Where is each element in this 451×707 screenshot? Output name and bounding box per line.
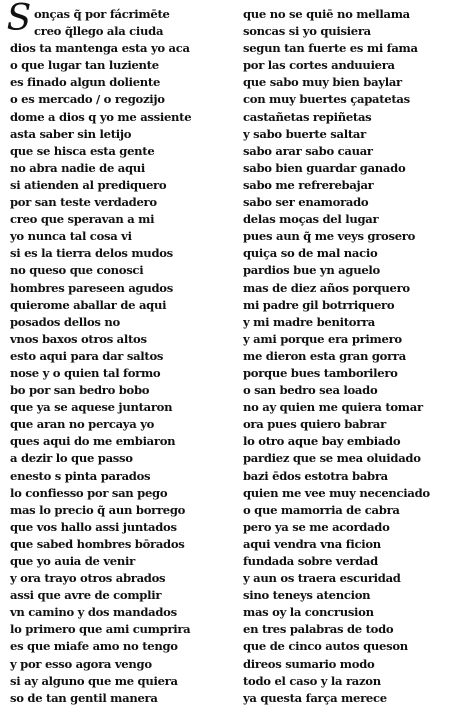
right-verse-line: en tres palabras de todo <box>243 622 394 637</box>
left-verse-line: es finado algun doliente <box>10 75 161 90</box>
right-verse-line: lo otro aque bay embiado <box>243 434 401 449</box>
right-verse-line: pardios bue yn aguelo <box>243 263 380 278</box>
left-verse-line: por san teste verdadero <box>10 195 157 210</box>
left-verse-line: no abra nadie de aqui <box>10 160 146 175</box>
drop-cap-initial: S <box>6 2 32 36</box>
left-verse-line: que sabed hombres bōrados <box>10 536 185 551</box>
left-verse-line: que aran no percaya yo <box>10 417 155 432</box>
left-verse-line: es que miafe amo no tengo <box>10 639 178 654</box>
right-verse-line: castañetas repiñetas <box>243 109 372 124</box>
right-verse-line: porque bues tamborilero <box>243 365 398 380</box>
left-verse-line: si es la tierra delos mudos <box>10 246 173 261</box>
left-verse-line: esto aqui para dar saltos <box>10 348 164 363</box>
right-verse-line: o san bedro sea loado <box>243 383 378 398</box>
left-verse-line: creo q̃llego ala ciuda <box>34 24 164 39</box>
right-verse-line: mas oy la concrusion <box>243 605 374 620</box>
left-verse-line: lo confiesso por san pego <box>10 485 168 500</box>
right-verse-line: pues aun q̃ me veys grosero <box>243 229 416 244</box>
left-verse-line: asta saber sin letijo <box>10 126 132 141</box>
right-verse-line: y aun os traera escuridad <box>243 571 401 586</box>
left-verse-line: ques aqui do me embiaron <box>10 434 176 449</box>
left-verse-line: creo que speravan a mi <box>10 212 155 227</box>
left-verse-line: no queso que conosci <box>10 263 144 278</box>
left-verse-line: mas lo precio q̃ aun borrego <box>10 502 186 517</box>
right-verse-line: y sabo buerte saltar <box>243 126 366 141</box>
right-verse-line: que de cinco autos queson <box>243 639 408 654</box>
left-verse-line: assi que avre de complir <box>10 588 162 603</box>
left-verse-line: dome a dios q yo me assiente <box>10 109 192 124</box>
right-verse-line: bazi ēdos estotra babra <box>243 468 388 483</box>
right-verse-line: fundada sobre verdad <box>243 554 378 568</box>
left-verse-line: quierome aballar de aqui <box>10 297 167 312</box>
left-verse-line: lo primero que ami cumprira <box>10 622 191 637</box>
right-verse-line: quiça so de mal nacio <box>243 246 378 261</box>
right-verse-line: sino teneys atencion <box>243 588 371 603</box>
right-verse-line: sabo ser enamorado <box>243 195 369 210</box>
right-verse-line: me dieron esta gran gorra <box>243 348 406 363</box>
left-verse-line: so de tan gentil manera <box>10 690 158 705</box>
left-verse-line: yo nunca tal cosa vi <box>10 229 132 244</box>
right-verse-line: sabo me refrerebajar <box>243 177 374 192</box>
left-verse-line: que ya se aquese juntaron <box>10 400 173 415</box>
left-verse-line: posados dellos no <box>10 314 120 329</box>
right-verse-line: no ay quien me quiera tomar <box>243 400 423 415</box>
left-verse-line: o es mercado / o regozijo <box>10 92 165 107</box>
left-verse-line: a dezir lo que passo <box>10 451 133 466</box>
right-verse-line: direos sumario modo <box>243 656 375 671</box>
right-verse-line: que sabo muy bien baylar <box>243 75 402 90</box>
left-verse-line: nose y o quien tal formo <box>10 365 161 380</box>
right-verse-line: aqui vendra vna ficion <box>243 536 381 551</box>
right-verse-line: delas moças del lugar <box>243 212 379 227</box>
left-verse-line: que vos hallo assi juntados <box>10 519 177 534</box>
left-verse-line: si atienden al prediquero <box>10 177 167 192</box>
right-verse-line: todo el caso y la razon <box>243 673 381 688</box>
left-text-column <box>8 6 233 707</box>
left-verse-line: enesto s pinta parados <box>10 468 151 483</box>
right-verse-line: o que mamorria de cabra <box>243 502 400 517</box>
right-verse-line: que no se quiē no mellama <box>243 7 410 21</box>
right-text-column <box>243 6 448 707</box>
left-verse-line: bo por san bedro bobo <box>10 383 150 398</box>
left-verse-line: si ay alguno que me quiera <box>10 673 178 688</box>
right-verse-line: y mi madre benitorra <box>243 314 376 329</box>
left-verse-line: que yo auia de venir <box>10 554 135 568</box>
left-verse-line: vn camino y dos mandados <box>10 605 177 620</box>
left-verse-line: o que lugar tan luziente <box>10 58 159 73</box>
right-verse-line: quien me vee muy necenciado <box>243 485 430 500</box>
right-verse-line: segun tan fuerte es mi fama <box>243 41 418 56</box>
right-verse-line: mi padre gil botrriquero <box>243 297 395 312</box>
right-verse-line: soncas si yo quisiera <box>243 24 371 39</box>
right-verse-line: pero ya se me acordado <box>243 519 390 534</box>
right-verse-line: pardiez que se mea oluidado <box>243 451 421 466</box>
right-verse-line: mas de diez años porquero <box>243 280 410 295</box>
left-verse-line: y ora trayo otros abrados <box>10 571 166 586</box>
right-verse-line: por las cortes anduuiera <box>243 58 395 73</box>
right-verse-line: ora pues quiero babrar <box>243 417 386 432</box>
left-verse-line: y por esso agora vengo <box>10 656 152 671</box>
left-verse-line: dios ta mantenga esta yo aca <box>10 41 190 56</box>
left-verse-line: vnos baxos otros altos <box>10 331 147 346</box>
right-verse-line: con muy buertes çapatetas <box>243 92 410 107</box>
left-verse-line: que se hisca esta gente <box>10 143 155 158</box>
right-verse-line: y ami porque era primero <box>243 331 402 346</box>
left-verse-line: hombres pareseen agudos <box>10 280 173 295</box>
right-verse-line: sabo bien guardar ganado <box>243 160 406 175</box>
right-verse-line: ya questa farça merece <box>243 690 387 705</box>
left-verse-line: onças q̃ por fácrimēte <box>34 7 170 21</box>
right-verse-line: sabo arar sabo cauar <box>243 143 373 158</box>
